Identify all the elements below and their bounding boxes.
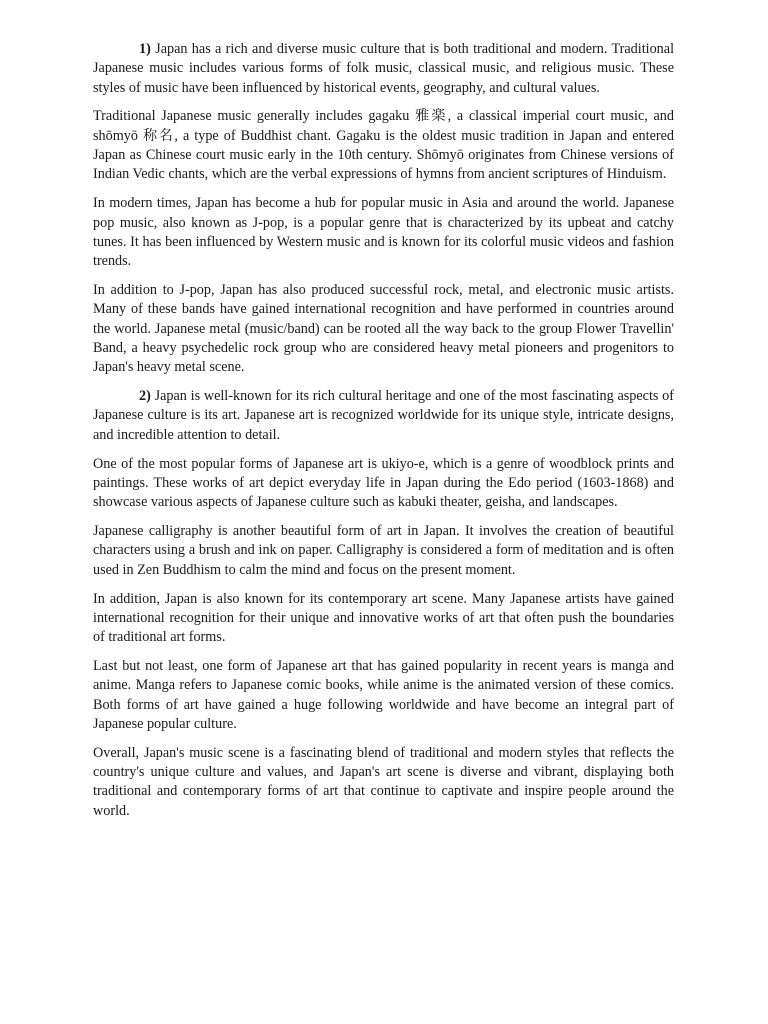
paragraph-modern-music: In modern times, Japan has become a hub for popular music in Asia and around the world. Japanese pop music, also known as J-pop, is a popular genre that is characterized by its upbeat and catchy tunes. It has been influenced by Western music and is known for its colorful music videos and fashion trends. (93, 195, 674, 270)
paragraph-manga-anime: Last but not least, one form of Japanese art that has gained popularity in recent years is manga and anime. Manga refers to Japanese comic books, while anime is the animated version of these comics. Both forms of art have gained a huge following worldwide and have become an integral part of Japanese popular culture. (93, 658, 674, 732)
paragraph-calligraphy: Japanese calligraphy is another beautiful form of art in Japan. It involves the creation of beautiful characters using a brush and ink on paper. Calligraphy is considered a form of meditation and is often used in Zen Buddhism to calm the mind and focus on the present moment. (93, 523, 674, 578)
paragraph-rock-metal: In addition to J-pop, Japan has also produced successful rock, metal, and electronic music artists. Many of these bands have gained international recognition and have performed in countries around the world. Japanese metal (music/band) can be rooted all the way back to the group Flower Travellin' Band, a heavy psychedelic rock group who are considered heavy metal pioneers and progenitors to Japan's heavy metal scene. (93, 282, 674, 376)
section-number-1: 1) (139, 41, 151, 57)
paragraph-traditional-music: Traditional Japanese music generally includes gagaku 雅楽, a classical imperial court music, and shōmyō 称名, a type of Buddhist chant. Gagaku is the oldest music tradition in Japan and entered Japan as Chinese court music early in the 10th century. Shōmyō originates from Chinese versions of Indian Vedic chants, which are the verbal expressions of hymns from ancient scriptures of Hinduism. (93, 108, 674, 183)
section-number-2: 2) (139, 388, 151, 405)
paragraph-art-intro (93, 387, 674, 445)
paragraph-contemporary-art: In addition, Japan is also known for its contemporary art scene. Many Japanese artists have gained international recognition for their unique and innovative works of art that often push the boundaries of traditional art forms. (93, 590, 674, 646)
paragraph-text: Japan is well-known for its rich cultural heritage and one of the most fascinating aspects of Japanese culture is its art. Japanese art is recognized worldwide for its unique style, intricate designs, and incredible attention to detail. (93, 388, 674, 443)
document-page (93, 40, 674, 831)
paragraph-conclusion: Overall, Japan's music scene is a fascinating blend of traditional and modern styles that reflects the country's unique culture and values, and Japan's art scene is diverse and vibrant, displaying both traditional and contemporary forms of art that continue to captivate and inspire people around the world. (93, 744, 674, 819)
paragraph-text: Japan has a rich and diverse music culture that is both traditional and modern. Traditional Japanese music includes various forms of folk music, classical music, and religious music. These styles of music have been influenced by historical events, geography, and cultural values. (93, 41, 675, 96)
paragraph-ukiyo-e: One of the most popular forms of Japanese art is ukiyo-e, which is a genre of woodblock prints and paintings. These works of art depict everyday life in Japan during the Edo period (1603-1868) and showcase various aspects of Japanese culture such as kabuki theater, geisha, and landscapes. (93, 455, 674, 511)
paragraph-music-intro (93, 40, 674, 98)
